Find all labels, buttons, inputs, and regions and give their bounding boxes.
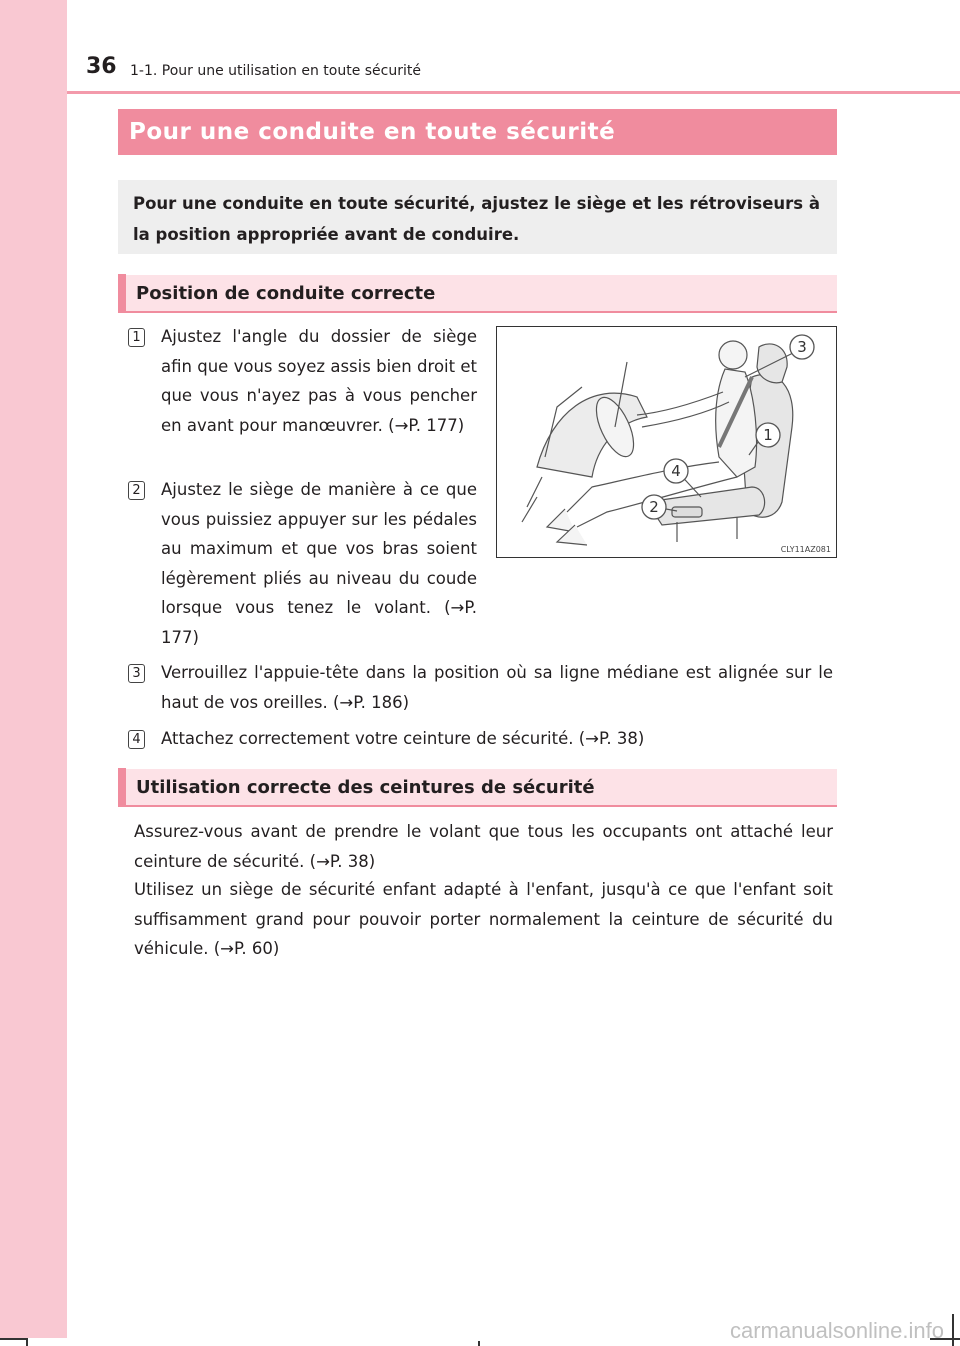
item-number-badge: 2 <box>128 481 145 500</box>
item-number-badge: 1 <box>128 328 145 347</box>
callout-2: 2 <box>649 498 659 516</box>
illustration-code: CLY11AZ081 <box>780 545 831 554</box>
watermark: carmanualsonline.info <box>729 1318 944 1343</box>
chapter-color-band <box>0 0 67 1338</box>
callout-1: 1 <box>763 426 773 444</box>
main-title-bar <box>118 109 837 155</box>
header-rule <box>67 91 960 94</box>
body-paragraph: Utilisez un siège de sécurité enfant adapté à l'enfant, jusqu'à ce que l'enfant soit suffisamment grand pour pouvoir porter normalement la ceinture de sécurité du véhicule. (→P. 60) <box>134 880 833 958</box>
callout-3: 3 <box>797 338 807 356</box>
section-accent <box>118 768 126 806</box>
callout-4: 4 <box>671 462 681 480</box>
item-number-badge: 4 <box>128 730 145 749</box>
item-text: Ajustez le siège de manière à ce que vous puissiez appuyer sur les pédales au maximum et que vos bras soient légèrement pliés au niveau du coude lorsque vous tenez le volant. (→P. 177) <box>161 480 477 647</box>
running-title: 1-1. Pour une utilisation en toute sécurité <box>130 63 421 79</box>
section-heading-bar <box>118 275 837 313</box>
section-heading-bar <box>118 769 837 807</box>
item-text: Verrouillez l'appuie-tête dans la position où sa ligne médiane est alignée sur le haut de vos oreilles. (→P. 186) <box>161 663 833 712</box>
item-number-badge: 3 <box>128 664 145 683</box>
item-text: Ajustez l'angle du dossier de siège afin que vous soyez assis bien droit et que vous n'ayez pas à vous pencher en avant pour manœuvrer. (→P. 177) <box>161 327 477 435</box>
section-accent <box>118 274 126 312</box>
page-number: 36 <box>86 54 117 79</box>
crop-mark <box>952 1314 954 1346</box>
crop-mark <box>0 1338 26 1340</box>
driving-position-illustration <box>496 326 837 558</box>
driver-seat-drawing <box>497 327 835 556</box>
crop-mark <box>478 1341 480 1346</box>
intro-box: Pour une conduite en toute sécurité, ajustez le siège et les rétroviseurs à la position appropriée avant de conduire. <box>118 180 837 254</box>
item-text: Attachez correctement votre ceinture de sécurité. (→P. 38) <box>161 729 645 748</box>
section-heading: Position de conduite correcte <box>136 282 436 304</box>
body-paragraph: Assurez-vous avant de prendre le volant que tous les occupants ont attaché leur ceinture de sécurité. (→P. 38) <box>134 822 833 871</box>
crop-mark <box>26 1338 28 1346</box>
main-title: Pour une conduite en toute sécurité <box>129 119 616 145</box>
section-heading: Utilisation correcte des ceintures de sécurité <box>136 776 595 798</box>
